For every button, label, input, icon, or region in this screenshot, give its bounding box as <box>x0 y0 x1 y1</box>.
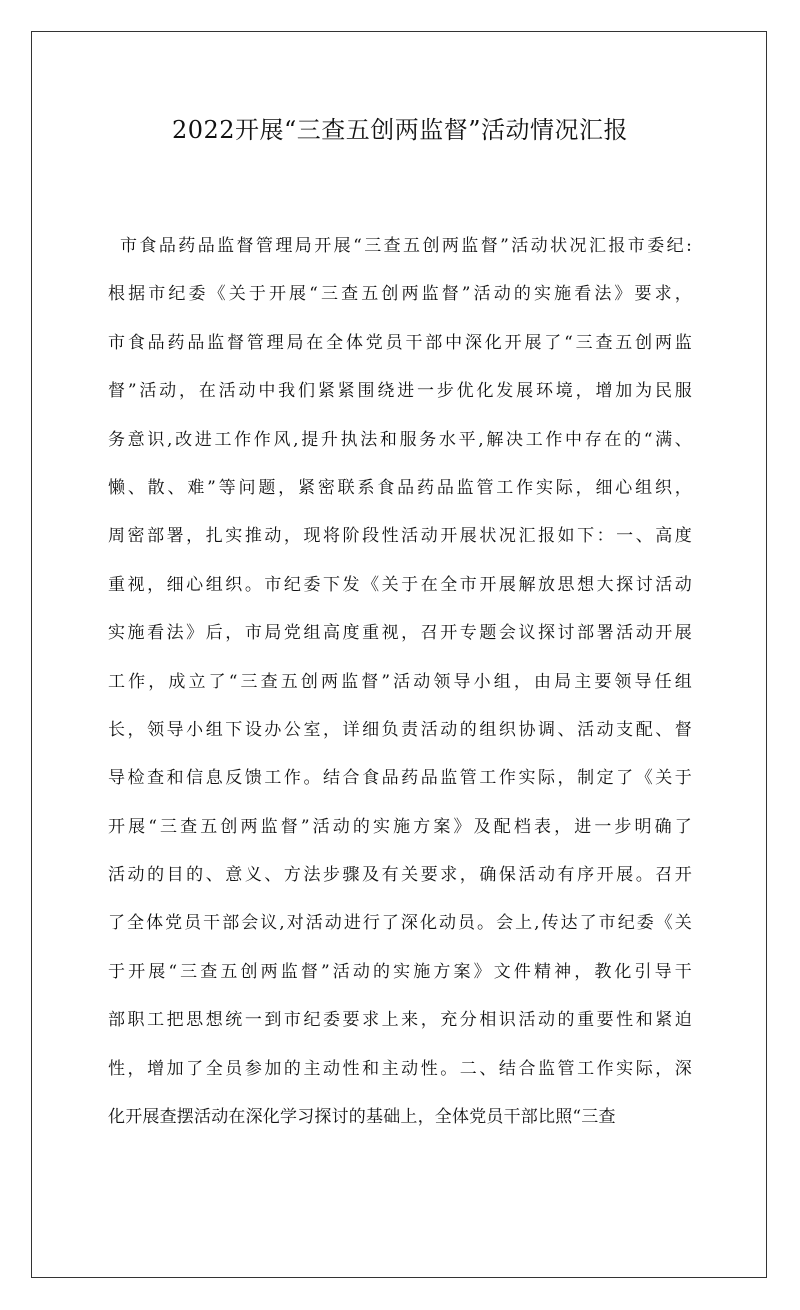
body-line: 化开展查摆活动在深化学习探讨的基础上，全体党员干部比照“三查 <box>108 1107 616 1128</box>
document-title: 2022开展“三查五创两监督”活动情况汇报 <box>171 116 629 144</box>
body-line: 实施看法》后，市局党组高度重视，召开专题会议探讨部署活动开展 <box>108 623 692 644</box>
body-line: 活动的目的、意义、方法步骤及有关要求，确保活动有序开展。召开 <box>108 865 692 886</box>
body-line: 重视，细心组织。市纪委下发《关于在全市开展解放思想大探讨活动 <box>108 574 692 595</box>
body-line: 督”活动，在活动中我们紧紧围绕进一步优化发展环境，增加为民服 <box>108 381 692 402</box>
body-line: 懒、散、难”等问题，紧密联系食品药品监管工作实际，细心组织， <box>108 477 692 498</box>
body-line: 于开展“三查五创两监督”活动的实施方案》文件精神，教化引导干 <box>108 961 692 982</box>
body-line: 长，领导小组下设办公室，详细负责活动的组织协调、活动支配、督 <box>108 719 692 740</box>
body-line: 了全体党员干部会议,对活动进行了深化动员。会上,传达了市纪委《关 <box>108 913 692 934</box>
document-body <box>108 228 692 1147</box>
body-line: 开展“三查五创两监督”活动的实施方案》及配档表，进一步明确了 <box>108 816 692 837</box>
body-line: 导检查和信息反馈工作。结合食品药品监管工作实际，制定了《关于 <box>108 768 692 789</box>
body-line: 务意识,改进工作作风,提升执法和服务水平,解决工作中存在的“满、 <box>108 429 692 450</box>
body-line: 市食品药品监督管理局在全体党员干部中深化开展了“三查五创两监 <box>108 332 692 353</box>
body-line: 性，增加了全员参加的主动性和主动性。二、结合监管工作实际，深 <box>108 1058 692 1079</box>
body-line: 市食品药品监督管理局开展“三查五创两监督”活动状况汇报市委纪: <box>120 236 692 256</box>
body-line: 周密部署，扎实推动，现将阶段性活动开展状况汇报如下：一、高度 <box>108 526 692 547</box>
body-line: 部职工把思想统一到市纪委要求上来，充分相识活动的重要性和紧迫 <box>108 1010 692 1031</box>
body-line: 工作，成立了“三查五创两监督”活动领导小组，由局主要领导任组 <box>108 671 692 692</box>
body-line: 根据市纪委《关于开展“三查五创两监督”活动的实施看法》要求， <box>108 284 692 305</box>
